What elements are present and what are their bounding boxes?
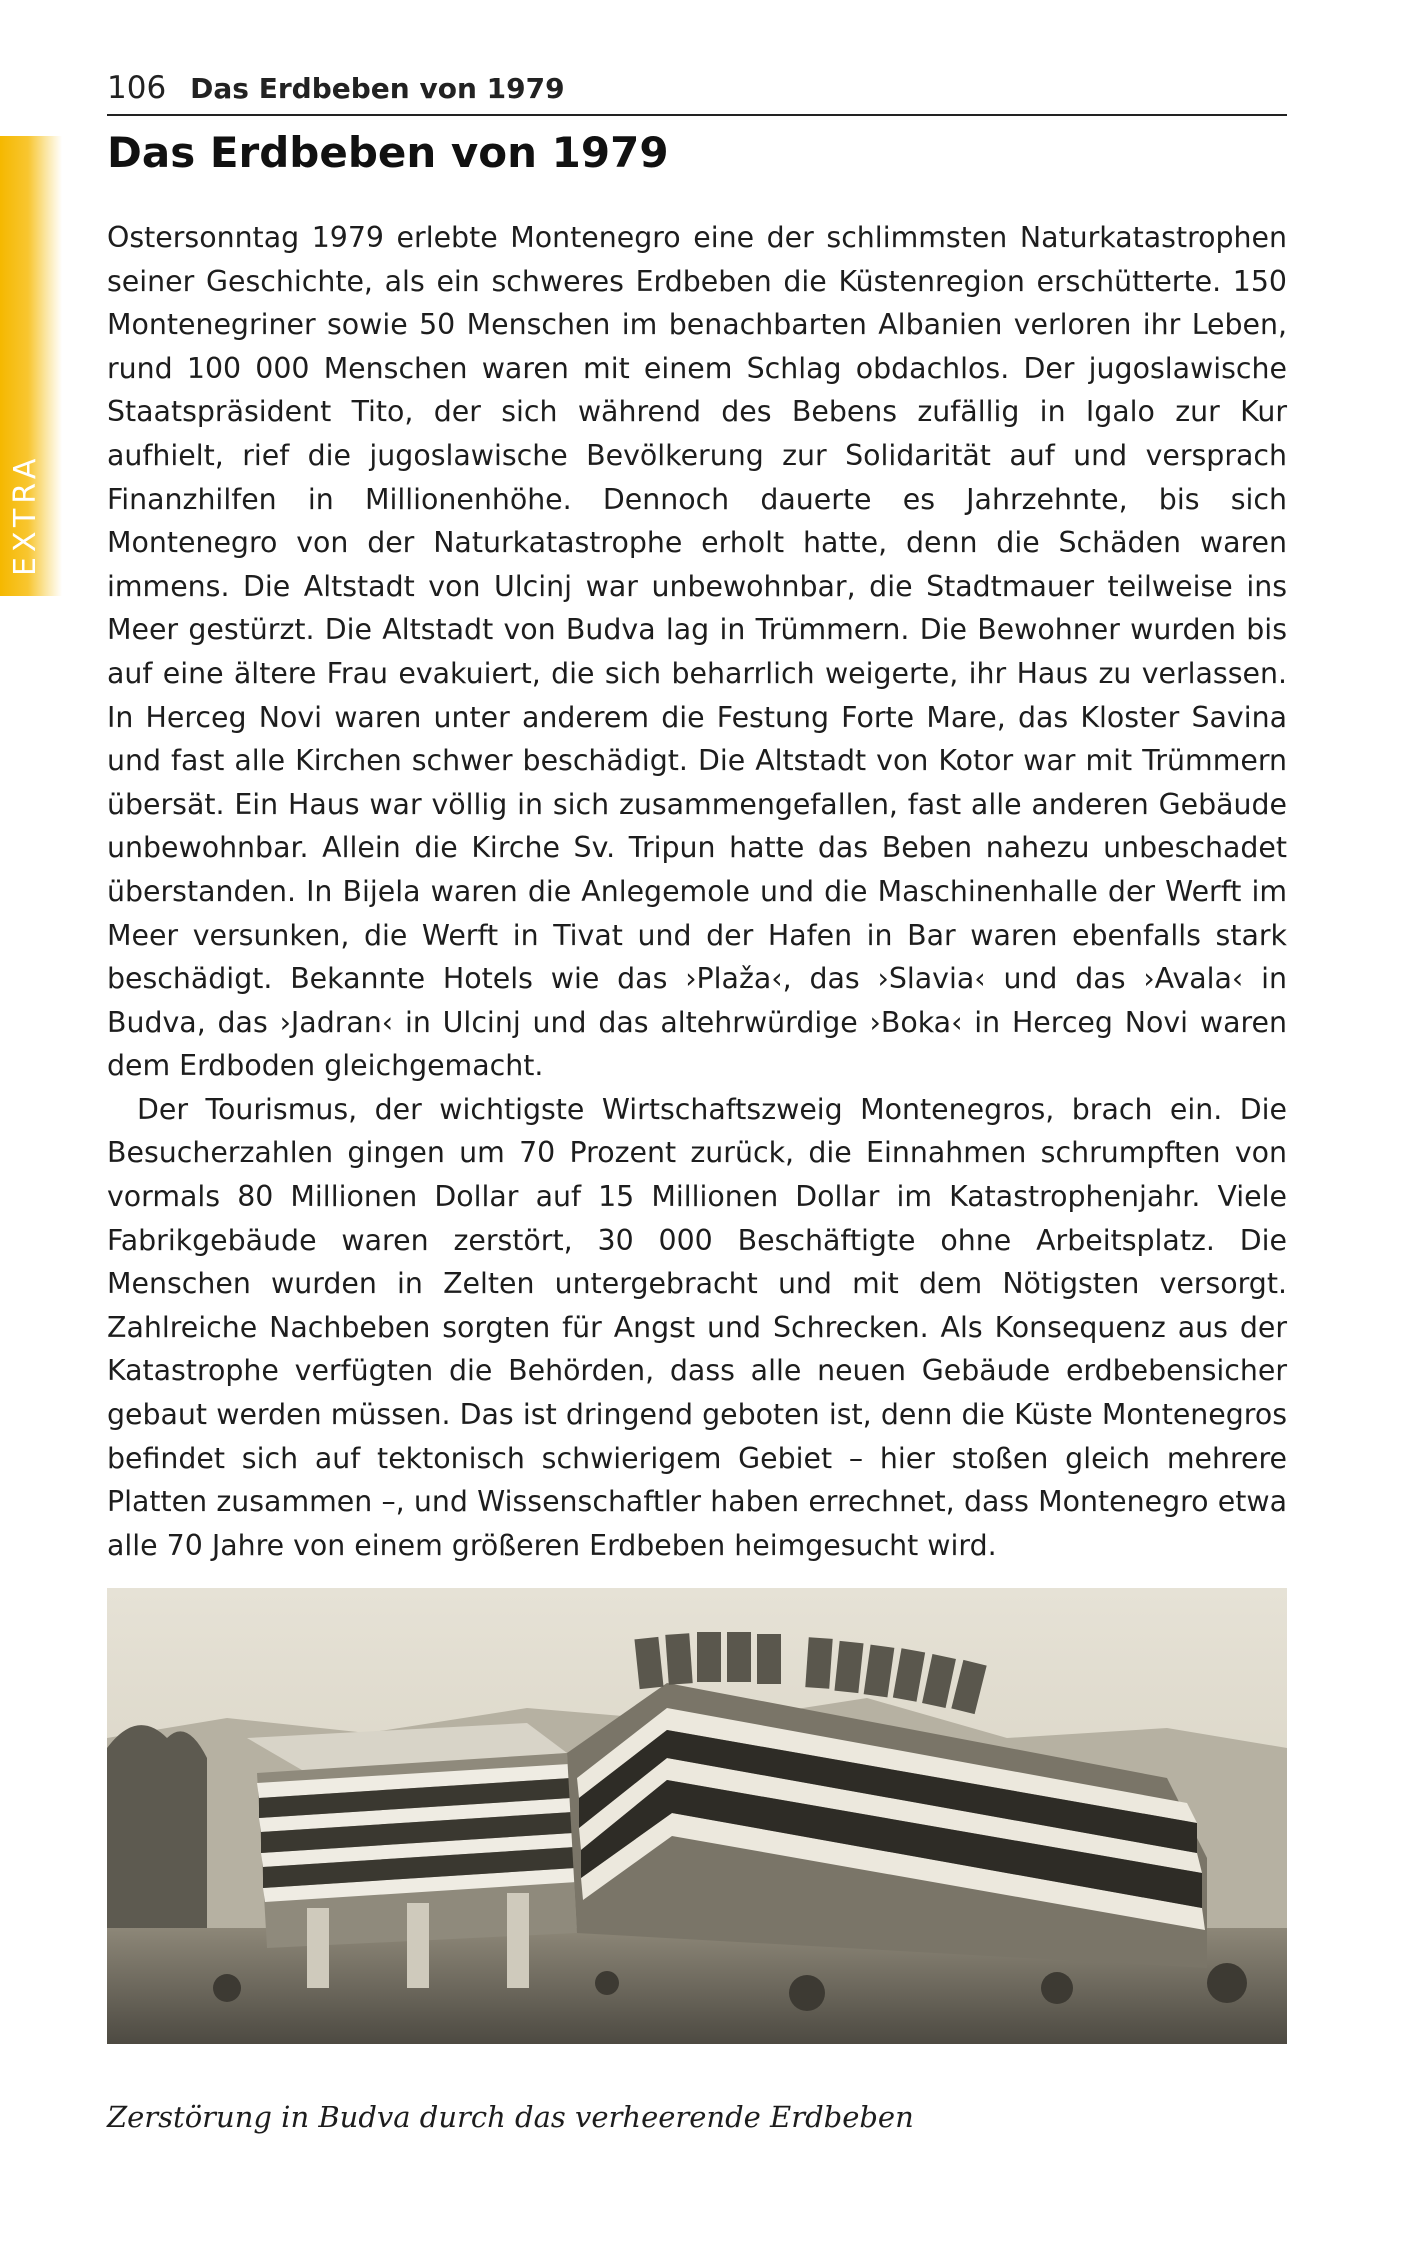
running-header bbox=[107, 70, 1287, 116]
article-body bbox=[107, 216, 1287, 1567]
running-title: Das Erdbeben von 1979 bbox=[190, 72, 565, 105]
earthquake-damage-photo bbox=[107, 1588, 1287, 2044]
paragraph-2: Der Tourismus, der wichtigste Wirtschaftszweig Montenegros, brach ein. Die Besucherzahlen gingen um 70 Prozent zurück, die Einnahmen schrumpften von vormals 80 Millionen Dollar auf 15 Millionen Dollar im Katastrophenjahr. Viele Fabrikgebäude waren zerstört, 30 000 Beschäftigte ohne Arbeitsplatz. Die Menschen wurden in Zelten untergebracht und mit dem Nötigsten versorgt. Zahlreiche Nachbeben sorgten für Angst und Schrecken. Als Konsequenz aus der Katastrophe verfügten die Behörden, dass alle neuen Gebäude erdbebensicher gebaut werden müssen. Das ist dringend geboten ist, denn die Küste Montenegros befindet sich auf tektonisch schwierigem Gebiet – hier stoßen gleich mehrere Platten zusammen –, und Wissenschaftler haben errechnet, dass Montenegro etwa alle 70 Jahre von einem größeren Erdbeben heimgesucht wird. bbox=[107, 1092, 1287, 1562]
chapter-title: Das Erdbeben von 1979 bbox=[107, 128, 669, 177]
extra-tab-label: EXTRA bbox=[8, 453, 43, 576]
paragraph-1: Ostersonntag 1979 erlebte Montenegro eine der schlimmsten Naturkatastrophen seiner Geschichte, als ein schweres Erdbeben die Küstenregion erschütterte. 150 Montenegriner sowie 50 Menschen im benachbarten Albanien verloren ihr Leben, rund 100 000 Menschen waren mit einem Schlag obdachlos. Der jugoslawische Staatspräsident Tito, der sich während des Bebens zufällig in Igalo zur Kur aufhielt, rief die jugoslawische Bevölkerung zur Solidarität auf und versprach Finanzhilfen in Millionenhöhe. Dennoch dauerte es Jahrzehnte, bis sich Montenegro von der Naturkatastrophe erholt hatte, denn die Schäden waren immens. Die Altstadt von Ulcinj war unbewohnbar, die Stadtmauer teilweise ins Meer gestürzt. Die Altstadt von Budva lag in Trümmern. Die Bewohner wurden bis auf eine ältere Frau evakuiert, die sich beharrlich weigerte, ihr Haus zu verlassen. In Herceg Novi waren unter anderem die Festung Forte Mare, das Kloster Savina und fast alle Kirchen schwer beschädigt. Die Altstadt von Kotor war mit Trümmern übersät. Ein Haus war völlig in sich zusammengefallen, fast alle anderen Gebäude unbewohnbar. Allein die Kirche Sv. Tripun hatte das Beben nahezu unbeschadet überstanden. In Bijela waren die Anlegemole und die Maschinenhalle der Werft im Meer versunken, die Werft in Tivat und der Hafen in Bar waren ebenfalls stark beschädigt. Bekannte Hotels wie das ›Plaža‹, das ›Slavia‹ und das ›Avala‹ in Budva, das ›Jadran‹ in Ulcinj und das altehrwürdige ›Boka‹ in Herceg Novi waren dem Erdboden gleichgemacht. bbox=[107, 221, 1287, 1083]
photo-caption: Zerstörung in Budva durch das verheerende Erdbeben bbox=[107, 2100, 914, 2134]
page-number: 106 bbox=[107, 70, 167, 106]
extra-side-tab bbox=[0, 136, 62, 596]
photo-illustration bbox=[107, 1588, 1287, 2044]
